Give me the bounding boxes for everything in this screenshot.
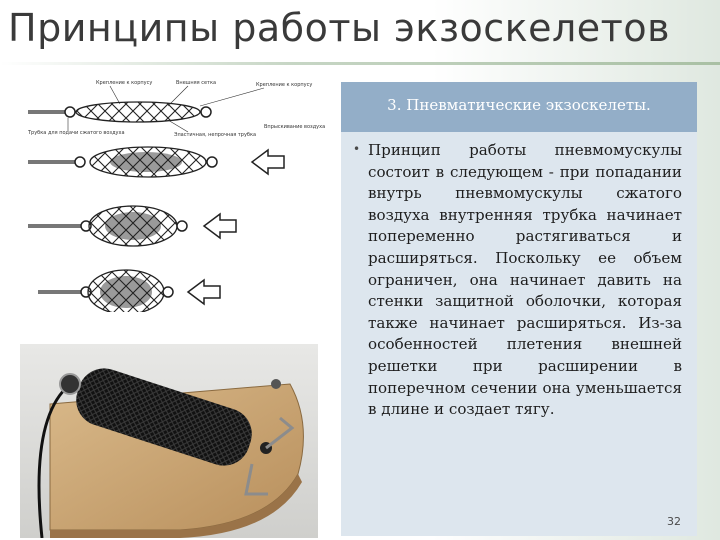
muscle-stage-1 xyxy=(28,102,268,124)
pneumatic-muscle-photo xyxy=(20,344,318,538)
label-attach-left: Крепление к корпусу xyxy=(96,80,153,86)
content-panel xyxy=(341,82,697,536)
label-air-tube: Трубка для подачи сжатого воздуха xyxy=(28,130,125,136)
bullet-icon: • xyxy=(353,142,361,156)
panel-header xyxy=(341,82,697,132)
label-attach-right: Крепление к корпусу xyxy=(256,82,313,88)
pneumatic-muscle-diagram xyxy=(28,76,328,312)
muscle-stage-2 xyxy=(28,147,284,177)
panel-heading: 3. Пневматические экзоскелеты. xyxy=(387,96,651,114)
slide-title: Принципы работы экзоскелетов xyxy=(8,6,670,50)
label-inner-tube: Внешняя сетка xyxy=(176,80,217,86)
label-pressure: Впрыскивание воздуха xyxy=(264,124,326,130)
bullet-text: Принцип работы пневмомускулы состоит в следующем - при попадании внутрь пневмомускулы сжатого воздуха внутренняя трубка начинает попеременно растягиваться и расширяться. Поскольку ее объем ограничен, она начинает давить на стенки защитной оболочки, которая также начинает расширяться. Из-за особенностей плетения внешней решетки при расширении в поперечном сечении она уменьшается в длине и создает тягу. xyxy=(368,141,682,419)
page-number: 32 xyxy=(667,515,681,528)
muscle-stage-3 xyxy=(28,206,236,246)
muscle-stage-4 xyxy=(38,270,220,312)
label-elastic-tube: Эластичная, непрочная трубка xyxy=(174,132,257,138)
title-underline xyxy=(0,62,720,65)
